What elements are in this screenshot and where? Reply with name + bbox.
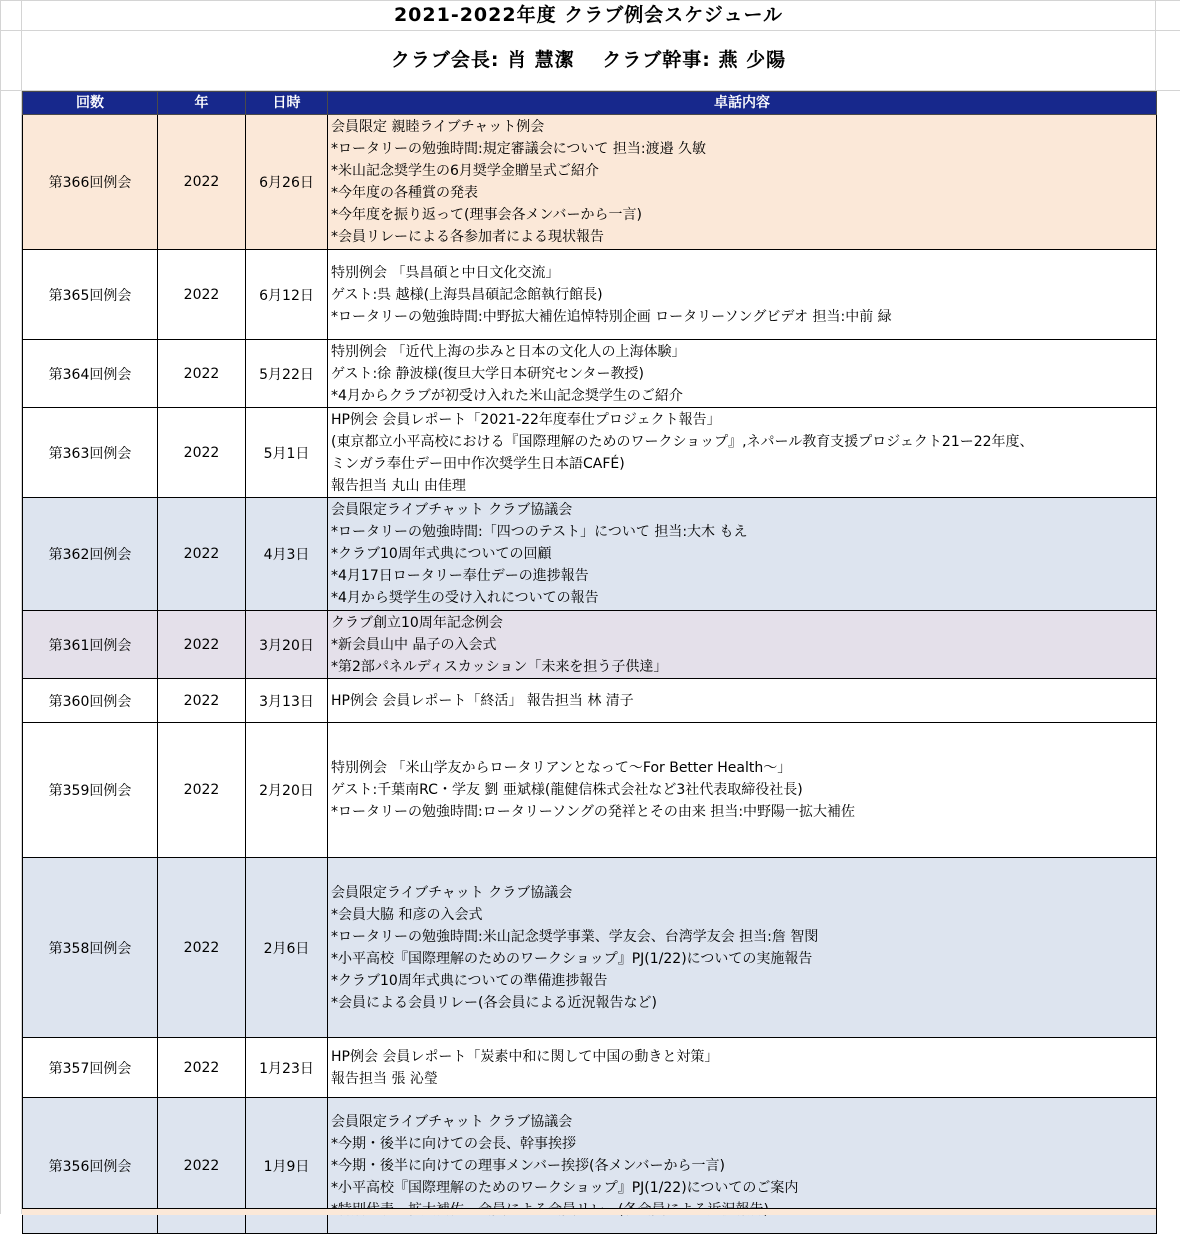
table-row bbox=[23, 340, 1157, 408]
content-line: 会員限定 親睦ライブチャット例会 bbox=[331, 119, 545, 135]
cell-content[interactable] bbox=[328, 498, 1157, 611]
cell-session[interactable]: 第359回例会 bbox=[23, 723, 158, 858]
content-line: HP例会 会員レポート「炭素中和に関して中国の動きと対策」 bbox=[331, 1048, 719, 1065]
cell-date[interactable]: 5月22日 bbox=[246, 340, 328, 408]
cell-date[interactable]: 1月23日 bbox=[246, 1038, 328, 1098]
cell-content[interactable] bbox=[328, 679, 1157, 723]
sheet-subtitle: クラブ会長: 肖 慧潔 クラブ幹事: 燕 少陽 bbox=[390, 49, 787, 71]
content-line: 特別例会 「米山学友からロータリアンとなって〜For Better Health〜」 bbox=[331, 760, 792, 776]
table-row bbox=[23, 408, 1157, 498]
content-line: *小平高校『国際理解のためのワークショップ』PJ(1/22)についての実施報告 bbox=[331, 950, 813, 967]
table-row bbox=[23, 723, 1157, 858]
cell-content[interactable] bbox=[328, 1038, 1157, 1098]
header-date[interactable]: 日時 bbox=[246, 92, 328, 115]
cell-date[interactable]: 2月20日 bbox=[246, 723, 328, 858]
content-line: *4月からクラブが初受け入れた米山記念奨学生のご紹介 bbox=[331, 387, 683, 404]
cell-year[interactable]: 2022 bbox=[158, 340, 246, 408]
content-line: *会員による会員リレー(各会員による近況報告など) bbox=[331, 994, 657, 1011]
content-line: *4月17日ロータリー奉仕デーの進捗報告 bbox=[331, 568, 589, 584]
table-row bbox=[23, 679, 1157, 723]
cell-content[interactable] bbox=[328, 723, 1157, 858]
cell-date[interactable]: 3月20日 bbox=[246, 611, 328, 679]
cell-year[interactable]: 2022 bbox=[158, 723, 246, 858]
cell-session[interactable]: 第358回例会 bbox=[23, 858, 158, 1038]
cell-session[interactable]: 第356回例会 bbox=[23, 1098, 158, 1234]
cell-session[interactable]: 第357回例会 bbox=[23, 1038, 158, 1098]
cell-year[interactable]: 2022 bbox=[158, 611, 246, 679]
cell-session[interactable]: 第361回例会 bbox=[23, 611, 158, 679]
cell-year[interactable]: 2022 bbox=[158, 250, 246, 340]
table-row bbox=[23, 858, 1157, 1038]
content-line: *今年度の各種賞の発表 bbox=[331, 185, 478, 201]
cell-session[interactable]: 第364回例会 bbox=[23, 340, 158, 408]
cell-date[interactable]: 5月1日 bbox=[246, 408, 328, 498]
content-line: (東京都立小平高校における『国際理解のためのワークショップ』,ネパール教育支援プロジェクト21ー22年度、 bbox=[331, 433, 1034, 450]
cell-year[interactable]: 2022 bbox=[158, 858, 246, 1038]
content-line: 会員限定ライブチャット クラブ協議会 bbox=[331, 884, 573, 901]
cell-content[interactable] bbox=[328, 340, 1157, 408]
sheet-title: 2021-2022年度 クラブ例会スケジュール bbox=[393, 4, 784, 26]
content-line: *米山記念奨学生の6月奨学金贈呈式ご紹介 bbox=[331, 163, 599, 179]
content-line: 特別例会 「呉昌碩と中日文化交流」 bbox=[331, 264, 560, 281]
content-line: ゲスト:呉 越様(上海呉昌碩記念館執行館長) bbox=[331, 286, 603, 303]
table-row bbox=[23, 115, 1157, 250]
content-line: *第2部パネルディスカッション「未来を担う子供達」 bbox=[331, 658, 668, 675]
table-row bbox=[23, 611, 1157, 679]
header-content[interactable]: 卓話内容 bbox=[328, 92, 1157, 115]
cell-date[interactable]: 6月12日 bbox=[246, 250, 328, 340]
header-year[interactable]: 年 bbox=[158, 92, 246, 115]
content-line: *会員大脇 和彦の入会式 bbox=[331, 906, 483, 923]
cell-session[interactable]: 第362回例会 bbox=[23, 498, 158, 611]
content-line: *ロータリーの勉強時間:米山記念奨学事業、学友会、台湾学友会 担当:詹 智閔 bbox=[331, 928, 819, 945]
cell-session[interactable]: 第363回例会 bbox=[23, 408, 158, 498]
cell-year[interactable]: 2022 bbox=[158, 1038, 246, 1098]
cell-content[interactable] bbox=[328, 611, 1157, 679]
cell-session[interactable]: 第365回例会 bbox=[23, 250, 158, 340]
cell-content[interactable] bbox=[328, 115, 1157, 250]
content-line: ゲスト:徐 静波様(復旦大学日本研究センター教授) bbox=[331, 365, 644, 382]
cell-date[interactable]: 1月9日 bbox=[246, 1098, 328, 1234]
content-line: ゲスト:千葉南RC・学友 劉 亜斌様(龍健信株式会社など3社代表取締役社長) bbox=[331, 782, 803, 798]
cell-date[interactable]: 2月6日 bbox=[246, 858, 328, 1038]
content-line: *小平高校『国際理解のためのワークショップ』PJ(1/22)についてのご案内 bbox=[331, 1179, 799, 1196]
content-line: *今期・後半に向けての会長、幹事挨拶 bbox=[331, 1135, 576, 1152]
grid-line bbox=[0, 30, 1180, 31]
content-line: *会員リレーによる各参加者による現状報告 bbox=[331, 229, 604, 245]
content-line: *ロータリーの勉強時間:「四つのテスト」について 担当:大木 もえ bbox=[331, 524, 748, 540]
content-line: 会員限定ライブチャット クラブ協議会 bbox=[331, 502, 573, 518]
table-row bbox=[23, 498, 1157, 611]
content-line: 報告担当 張 沁瑩 bbox=[331, 1070, 438, 1087]
content-line: *今期・後半に向けての理事メンバー挨拶(各メンバーから一言) bbox=[331, 1157, 725, 1174]
content-line: HP例会 会員レポート「2021-22年度奉仕プロジェクト報告」 bbox=[331, 411, 721, 428]
content-line: *ロータリーの勉強時間:ロータリーソングの発祥とその由来 担当:中野陽一拡大補佐 bbox=[331, 804, 856, 820]
content-line: クラブ創立10周年記念例会 bbox=[331, 614, 503, 631]
cell-content[interactable] bbox=[328, 250, 1157, 340]
cell-year[interactable]: 2022 bbox=[158, 679, 246, 723]
cell-year[interactable]: 2022 bbox=[158, 408, 246, 498]
content-line: 報告担当 丸山 由佳理 bbox=[331, 477, 466, 494]
cell-content[interactable] bbox=[328, 408, 1157, 498]
content-line: ミンガラ奉仕デー田中作次奨学生日本語CAFÉ) bbox=[331, 455, 625, 472]
header-row bbox=[23, 92, 1157, 115]
content-line: *クラブ10周年式典についての回顧 bbox=[331, 546, 552, 562]
cell-session[interactable]: 第366回例会 bbox=[23, 115, 158, 250]
content-line: *ロータリーの勉強時間:中野拡大補佐追悼特別企画 ロータリーソングビデオ 担当:中前 緑 bbox=[331, 308, 892, 325]
table-row bbox=[23, 1038, 1157, 1098]
content-line: *ロータリーの勉強時間:規定審議会について 担当:渡邉 久敏 bbox=[331, 141, 707, 157]
content-line: *4月から奨学生の受け入れについての報告 bbox=[331, 590, 599, 606]
cell-session[interactable]: 第360回例会 bbox=[23, 679, 158, 723]
schedule-table bbox=[22, 91, 1157, 1234]
cell-content[interactable] bbox=[328, 858, 1157, 1038]
cell-date[interactable]: 4月3日 bbox=[246, 498, 328, 611]
content-line: 特別例会 「近代上海の歩みと日本の文化人の上海体験」 bbox=[331, 343, 686, 360]
content-line: HP例会 会員レポート「終活」 報告担当 林 清子 bbox=[331, 692, 634, 709]
table-row bbox=[23, 250, 1157, 340]
cell-date[interactable]: 6月26日 bbox=[246, 115, 328, 250]
cell-year[interactable]: 2022 bbox=[158, 1098, 246, 1234]
cell-year[interactable]: 2022 bbox=[158, 115, 246, 250]
content-line: *新会員山中 晶子の入会式 bbox=[331, 636, 497, 653]
content-line: *今年度を振り返って(理事会各メンバーから一言) bbox=[331, 207, 642, 223]
content-line: 会員限定ライブチャット クラブ協議会 bbox=[331, 1113, 573, 1130]
cell-date[interactable]: 3月13日 bbox=[246, 679, 328, 723]
content-line: *クラブ10周年式典についての準備進捗報告 bbox=[331, 972, 608, 989]
cell-year[interactable]: 2022 bbox=[158, 498, 246, 611]
header-session[interactable]: 回数 bbox=[23, 92, 158, 115]
